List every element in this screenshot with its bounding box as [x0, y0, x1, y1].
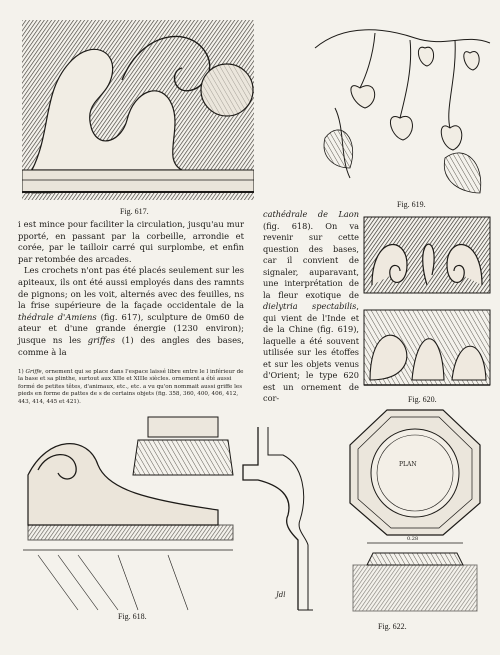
caption-fig-620: Fig. 620. — [408, 395, 437, 404]
ornament-bands-drawing — [362, 215, 492, 390]
fig-621-label: Jdl — [276, 591, 286, 599]
figure-622 — [345, 405, 485, 615]
figure-618 — [18, 415, 238, 615]
molding-profile-drawing — [238, 425, 313, 615]
leaf-frieze-engraving — [22, 20, 254, 200]
caption-fig-619: Fig. 619. — [397, 200, 426, 209]
plan-label: PLAN — [399, 461, 417, 468]
bleeding-heart-flowers-drawing — [305, 18, 495, 203]
figure-621 — [238, 425, 313, 615]
engraver-signature: A. GUILLOMET. — [26, 190, 55, 195]
left-text-column — [18, 219, 244, 358]
octagonal-base-plan-drawing — [345, 405, 485, 615]
caption-fig-622: Fig. 622. — [378, 622, 407, 631]
footnote: 1) Griffe, ornement qui se place dans l'espace laissé libre entre le l inférieur de la base et sa plinthe, surtout aux XIIe et XIIIe siècles. ornement a été aussi formé de petites têtes, d'animaux, etc., etc. a vu qu'on nommait aussi griffe les pieds en forme de pattes de s de certains objets (fig. 358, 360, 400, 406, 412, 443, 414, 445 et 421). — [18, 369, 244, 405]
right-text-column: cathédrale de Laon (fig. 618). On va revenir sur cette question des bases, car il convient de signaler, auparavant, une interprétation de la fleur exotique de dielytria spectabilis, qui vient de l'Inde et de la Chine (fig. 619), laquelle a été souvent utilisée sur les étoffes et sur les objets venus d'Orient; le type 620 est un ornement de cor- — [263, 209, 359, 403]
paragraph-1: i est mince pour faciliter la circulation, jusqu'au mur pporté, en passant par la corbeille, arrondie et corée, par le tailloir carré qui surplombe, et enfin par retombée des arcades. — [18, 219, 244, 264]
caption-fig-618: Fig. 618. — [118, 612, 147, 621]
paragraph-2: Les crochets n'ont pas été placés seulement sur les apiteaux, ils ont été aussi employés dans des ramnts de pignons; on les voit, alternés avec des feuilles, ns la frise supérieure de la façade occidentale de la thédrale d'Amiens (fig. 617), sculpture de 0m60 de ateur et d'une grande énergie (1230 environ); jusque ns les griffes (1) des angles des bases, comme à la — [18, 265, 245, 357]
dimension-label: 0.28 — [407, 536, 419, 542]
caption-fig-617: Fig. 617. — [120, 207, 149, 216]
figure-617 — [22, 20, 254, 200]
figure-620 — [362, 215, 492, 390]
figure-619 — [305, 18, 495, 203]
column-base-with-griffe-drawing — [18, 415, 238, 615]
